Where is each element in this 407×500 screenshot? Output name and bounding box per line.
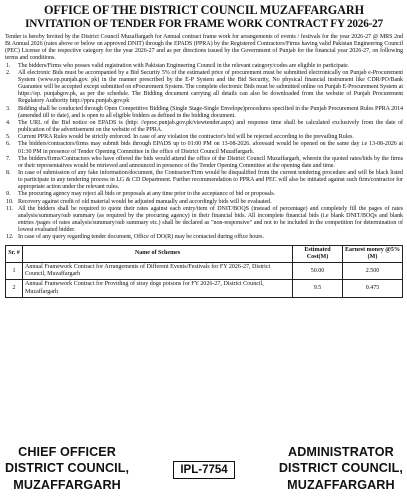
term-text: The procuring agency may reject all bids or proposals at any time prior to the acceptance of bid or proposals. — [18, 191, 276, 198]
terms-list — [5, 63, 403, 242]
term-text: Recovery against credit of old material would be adjusted manually and accordingly bids will be evaluated. — [18, 198, 272, 205]
term-text: All electronic Bids must be accompanied by a Bid Security 5% of the estimated price of procurement must be submitted electronically on Punjab e-Procurement System (www.ep.punjab.gov. pk) in the manner prescribed by the E-P System and the Bid Security, No physical financial instrument like CDR/PO/Bank Guarantee will be accepted except submitted on ePocurement System. The complete electronic Bids must be submitted online on Punjab E-Procurement System at https://ep. punjabgov.pk, as per the schedule. The Bidding document carrying all details can also be downloaded from the website of Punjab Procurement Regulatory Authority http://ppra.punjab.gov.pk — [18, 69, 403, 105]
term-number: 9. — [6, 191, 11, 198]
signature-line: DISTRICT COUNCIL, — [278, 461, 403, 476]
signature-line: MUZAFFARGARH — [287, 477, 395, 492]
term-text: The bidders/Firms who posses valid registration with Pakistan Engineering Council in the relevant category/codes are eligible to participate. — [18, 62, 350, 69]
col-earnest-money: Earnest money @5%(M) — [343, 245, 403, 262]
cell-earnest: 2.500 — [343, 262, 403, 279]
term-text: In case of any query regarding tender document, Office of DO(R) may be contacted during office hours. — [18, 234, 264, 241]
term-item — [5, 170, 403, 191]
term-text: In case of submission of any fake information/document, the Contractor/Firm would be disqualified from the current tendering procedure and will be black listed to participate in any tendering process in LG & CD Department. Further recommendation to PPRA and PEC will also be initiated against such firm/contractor for appropriate action under the relevant rules. — [18, 169, 403, 191]
table-row — [6, 280, 403, 297]
term-text: All the bidders shall be required to quote their rates against each entry/item of DNIT/BOQS (instead of percentage) and completely fill the pages of rates analysis/summary/sub summary (as required by the procuring agency) in their financial bids. All incomplete financial bids (i.e blank DNIT/BOQs and blank entries /pages of rates analysis/summary/sub summary etc.) shall be declared as "non-responsive" and not to be included in the competition for determination of lowest evaluated bidder. — [18, 205, 403, 234]
table-row — [6, 262, 403, 279]
term-item — [5, 234, 403, 241]
term-item — [5, 63, 403, 70]
term-text: Current PPRA Rules would be strictly enforced. In case of any violation the contractor's bid will be rejected according to the prevailing Rules. — [18, 134, 354, 141]
term-number: 8. — [6, 169, 11, 176]
cell-sr: 1 — [6, 262, 23, 279]
ipl-code-badge: IPL-7754 — [173, 461, 234, 479]
tender-subtitle: INVITATION OF TENDER FOR FRAME WORK CONTRACT FY 2026-27 — [25, 18, 383, 30]
term-item — [5, 141, 403, 155]
col-scheme: Name of Schemes — [23, 245, 293, 262]
term-item — [5, 156, 403, 170]
office-title: OFFICE OF THE DISTRICT COUNCIL MUZAFFARGARH — [44, 3, 364, 17]
cell-scheme: Annual Framework Contract for Providing of stray dogs poisons for FY 2026-27, District Council, Muzaffargarh — [23, 280, 293, 297]
chief-officer-signature — [5, 444, 129, 493]
term-item — [5, 106, 403, 120]
term-number: 4. — [6, 119, 11, 126]
signature-line: ADMINISTRATOR — [288, 445, 394, 459]
cell-earnest: 0.475 — [343, 280, 403, 297]
col-estimated-cost: Estimated Cost(M) — [293, 245, 343, 262]
term-text: Bidding shall be conducted through Open Competitive Bidding (Single Stage-Single Envelope)procedures specified in the Punjab Procurement Rules PPRA 2014 (amended till to date), and is open to all eligible bidders as defined in the bidding document. — [18, 105, 403, 119]
term-number: 1. — [6, 62, 11, 69]
cell-cost: 50.00 — [293, 262, 343, 279]
term-number: 12. — [6, 234, 14, 241]
term-number: 6. — [6, 141, 11, 148]
table-header-row — [6, 245, 403, 262]
term-text: The bidders/contractors/firms may submit bids through EPADS up to 01:00 PM on 13-08-2026. aforesaid would be opened on the same day i.e 13-08-2026 at 01:30 PM in presence of Tender Opening Committee in the office of District Council Muzaffargarh. — [18, 141, 403, 155]
col-sr: Sr. # — [6, 245, 23, 262]
cell-scheme: Annual Framework Contract for Arrangements of Different Events/Festivals for FY 2026-27, District Council, Muzaffargarh — [23, 262, 293, 279]
term-item — [5, 120, 403, 134]
administrator-signature — [279, 444, 403, 493]
signature-line: MUZAFFARGARH — [13, 477, 121, 492]
schemes-table — [5, 245, 403, 298]
signature-line: DISTRICT COUNCIL, — [5, 461, 130, 476]
term-number: 10. — [6, 198, 14, 205]
term-item — [5, 191, 403, 198]
term-item — [5, 70, 403, 106]
term-number: 7. — [6, 155, 11, 162]
signature-line: CHIEF OFFICER — [18, 445, 116, 459]
term-number: 3. — [6, 105, 11, 112]
signature-footer — [5, 444, 403, 498]
term-text: The bidders/firms/Contractors who have offered the bids would attend the office of the District Council Muzaffargarh, wherein the quoted rates/bids by the firms or their representatives would be retrieved and announced in presence of the Tender Opening Committee at the opening date and time. — [18, 155, 403, 169]
term-item — [5, 199, 403, 206]
term-text: The URL of the Bid notice on EPADS is (http: //eproc.punjab.gov.pk/viewtender.aspx) and response time shall be calculated exclusively from the date of publication of the advertisement on the website of the PPRA. — [18, 119, 403, 134]
intro-paragraph: Tender is hereby Invited by the District Council Muzaffargarh for Annual contract frame work for arrangements of events / festivals for the year 2026-27 @ MRS 2nd Bi Annual 2026 (rates above or below on approved DNIT) through the EPADS (PPRA) by the Registered Contractors/Firms having valid Pakistan Engineering Council (PEC) License of the respective category for the year 2026-27 and as per directions issued by the Government of Punjab for the financial year 2026-27, on following terms and conditions. — [5, 34, 403, 62]
term-number: 2. — [6, 69, 11, 76]
term-item — [5, 206, 403, 235]
term-number: 5. — [6, 134, 11, 141]
term-number: 11. — [6, 205, 14, 212]
cell-cost: 9.5 — [293, 280, 343, 297]
cell-sr: 2 — [6, 280, 23, 297]
